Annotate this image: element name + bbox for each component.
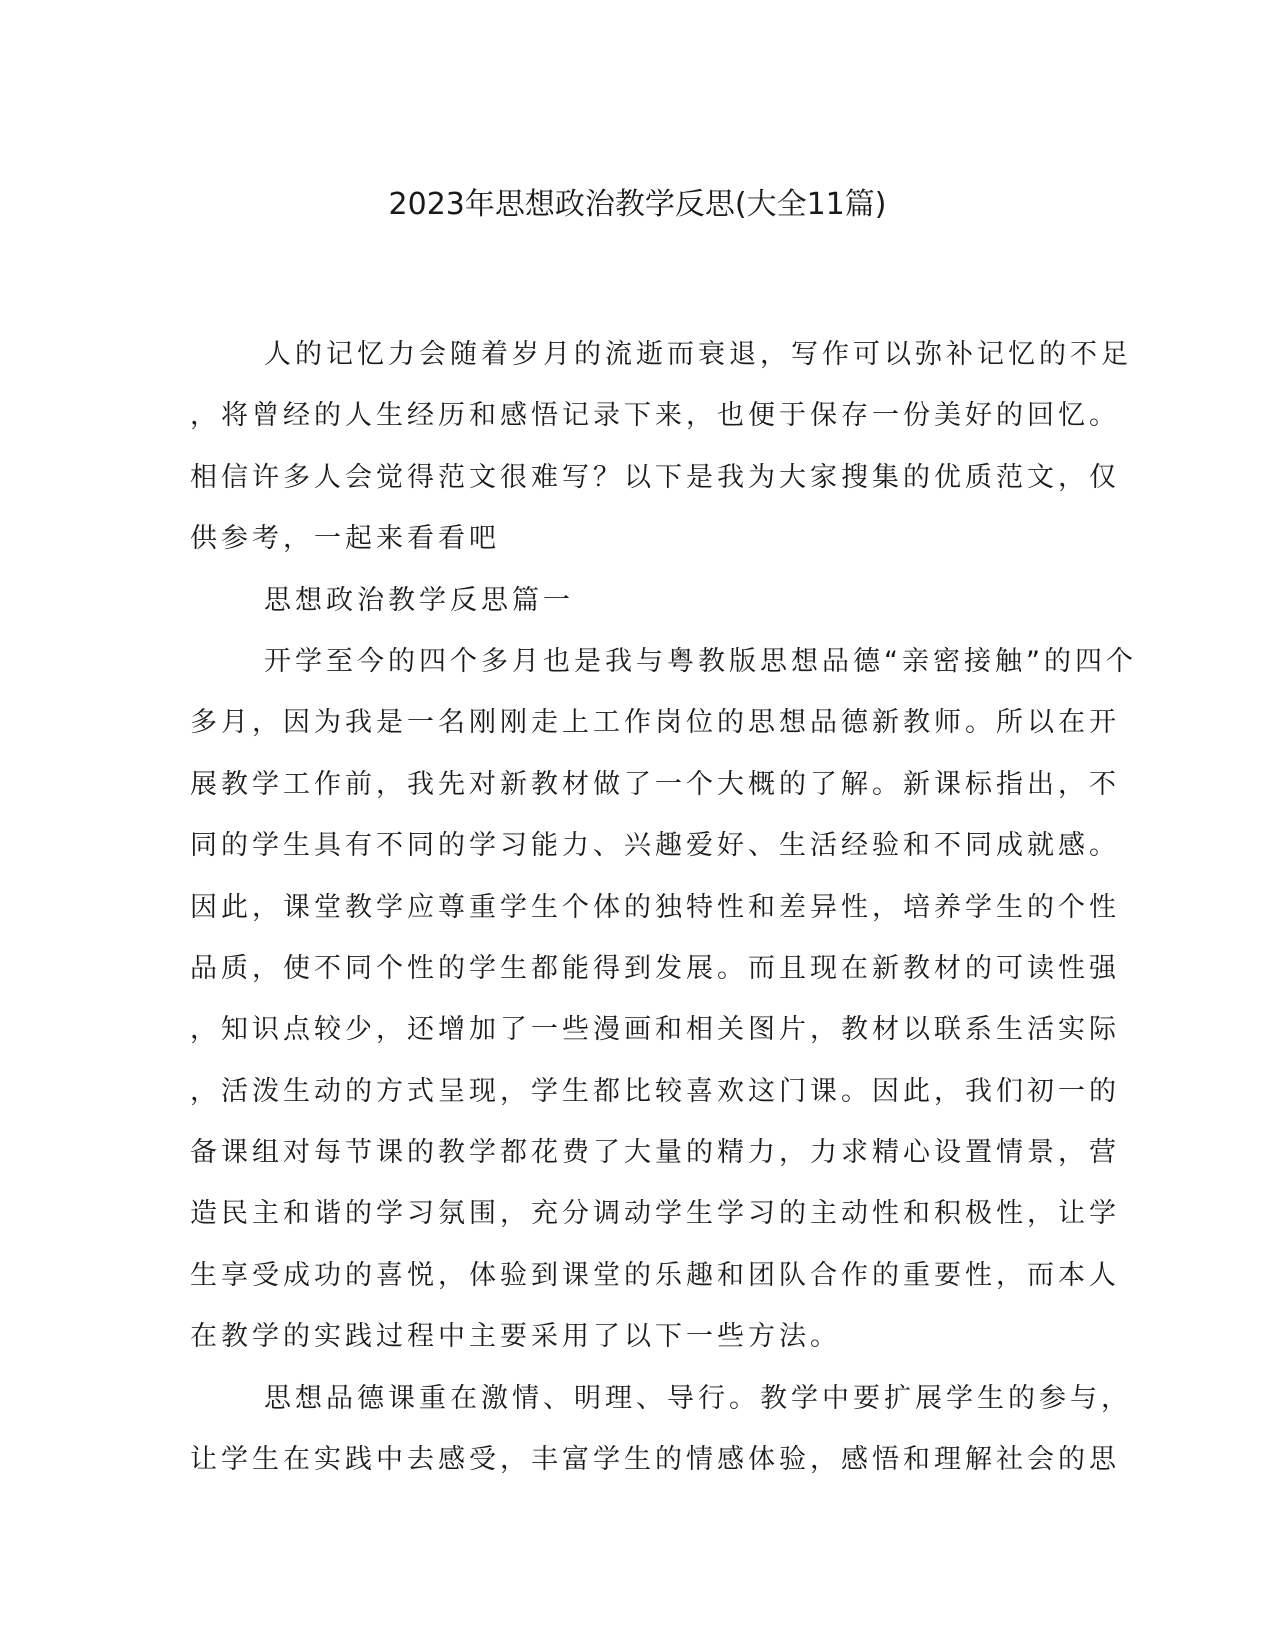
- paragraph-line: ，知识点较少，还增加了一些漫画和相关图片，教材以联系生活实际: [190, 1014, 1120, 1046]
- paragraph-line: 同的学生具有不同的学习能力、兴趣爱好、生活经验和不同成就感。: [190, 830, 1120, 862]
- paragraph-line: 人的记忆力会随着岁月的流逝而衰退，写作可以弥补记忆的不足: [264, 339, 1132, 370]
- paragraph-line: 品质，使不同个性的学生都能得到发展。而且现在新教材的可读性强: [190, 952, 1120, 984]
- paragraph-line: 备课组对每节课的教学都花费了大量的精力，力求精心设置情景，营: [190, 1137, 1120, 1169]
- paragraph-line: 在教学的实践过程中主要采用了以下一些方法。: [190, 1321, 841, 1353]
- paragraph-line: 造民主和谐的学习氛围，充分调动学生学习的主动性和积极性，让学: [190, 1198, 1120, 1230]
- section-heading: 思想政治教学反思篇一: [264, 584, 574, 616]
- paragraph-line: 让学生在实践中去感受，丰富学生的情感体验，感悟和理解社会的思: [190, 1444, 1120, 1476]
- paragraph-line: ，活泼生动的方式呈现，学生都比较喜欢这门课。因此，我们初一的: [190, 1075, 1120, 1107]
- paragraph-line: 因此，课堂教学应尊重学生个体的独特性和差异性，培养学生的个性: [190, 891, 1120, 923]
- paragraph-line: 开学至今的四个多月也是我与粤教版思想品德“亲密接触”的四个: [264, 645, 1137, 677]
- paragraph-line: ，将曾经的人生经历和感悟记录下来，也便于保存一份美好的回忆。: [190, 400, 1120, 432]
- paragraph-line: 多月，因为我是一名刚刚走上工作岗位的思想品德新教师。所以在开: [190, 707, 1120, 739]
- paragraph-line: 供参考，一起来看看吧: [190, 523, 500, 555]
- document-title: 2023年思想政治教学反思(大全11篇): [388, 187, 887, 222]
- paragraph-line: 展教学工作前，我先对新教材做了一个大概的了解。新课标指出，不: [190, 768, 1120, 800]
- paragraph-line: 生享受成功的喜悦，体验到课堂的乐趣和团队合作的重要性，而本人: [190, 1259, 1120, 1291]
- document-body: [190, 324, 1137, 1490]
- paragraph-line: 相信许多人会觉得范文很难写？以下是我为大家搜集的优质范文，仅: [190, 461, 1120, 493]
- paragraph-line: 思想品德课重在激情、明理、导行。教学中要扩展学生的参与，: [264, 1382, 1132, 1414]
